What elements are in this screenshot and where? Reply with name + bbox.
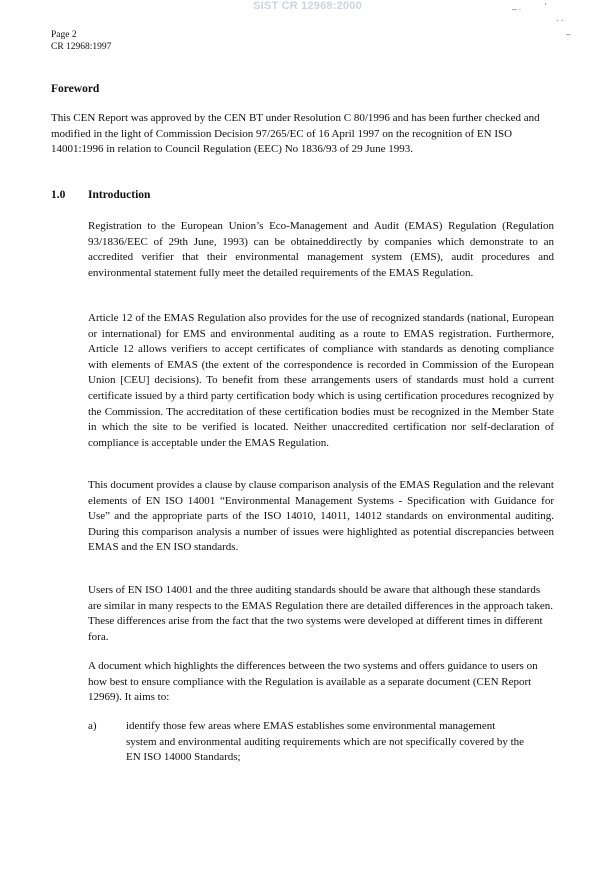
list-item-text: identify those few areas where EMAS establishes some environmental management system and environmental auditing requirements which are not specifically covered by the EN ISO 14000 Standards; xyxy=(126,720,525,764)
list-item xyxy=(88,719,554,766)
intro-paragraph-3: This document provides a clause by clause comparison analysis of the EMAS Regulation and the relevant elements of EN ISO 14001 “Environmental Management Systems - Specification with Guidance for Use” and the appropriate parts of the ISO 14010, 14011, 14012 standards on environmental auditing. During this comparison analysis a number of issues were highlighted as potential discrepancies between EMAS and the EN ISO standards. xyxy=(88,479,554,554)
document-id: CR 12968:1997 xyxy=(51,42,112,52)
intro-paragraph-4: Users of EN ISO 14001 and the three auditing standards should be aware that although these standards are similar in many respects to the EMAS Regulation there are detailed differences in the approach taken. These differences arise from the fact that the two systems were developed at different times in different fora. xyxy=(88,584,553,643)
watermark: SIST CR 12968:2000 xyxy=(253,0,362,12)
page-header xyxy=(51,29,111,53)
scan-artifact: · · xyxy=(556,16,564,25)
intro-paragraph-2: Article 12 of the EMAS Regulation also provides for the use of recognized standards (national, European or international) for EMS and environmental auditing as a route to EMAS registration. Furthermore, Article 12 allows verifiers to accept certificates of compliance with standards as denoting compliance with elements of EMAS (the extent of the correspondence is recorded in Commission of the European Union [CEU] decisions). To benefit from these arrangements users of standards must hold a current certificate issued by a third party certification body which is using certification procedures recognized by the Commission. The accreditation of these certification bodies must be recognized in the Member State in which the site to be verified is located. Neither unaccredited certification nor self-declaration of compliance is acceptable under the EMAS Regulation. xyxy=(88,312,554,449)
intro-paragraph-1: Registration to the European Union’s Eco-Management and Audit (EMAS) Regulation (Regulation 93/1836/EEC of 29th June, 1993) can be obtaineddirectly by companies which demonstrate to an accredited verifier that their environmental management system (EMS), audit procedures and environmental statement fully meet the detailed requirements of the EMAS Regulation. xyxy=(88,220,554,279)
scan-artifact: – · xyxy=(512,5,522,14)
foreword-heading: Foreword xyxy=(51,83,100,95)
section-number: 1.0 xyxy=(51,189,66,201)
section-title: Introduction xyxy=(88,189,151,201)
scan-artifact: – xyxy=(566,30,571,39)
scan-artifact: ' xyxy=(545,2,547,11)
list-marker: a) xyxy=(88,720,97,732)
page-number: Page 2 xyxy=(51,30,77,40)
intro-paragraph-5: A document which highlights the differences between the two systems and offers guidance to users on how best to ensure compliance with the Regulation is available as a separate document (CEN Report 12969). It aims to: xyxy=(88,660,538,704)
section-heading xyxy=(51,189,150,201)
foreword-paragraph: This CEN Report was approved by the CEN BT under Resolution C 80/1996 and has been further checked and modified in the light of Commission Decision 97/265/EC of 16 April 1997 on the recognition of EN ISO 14001:1996 in relation to Council Regulation (EEC) No 1836/93 of 29 June 1993. xyxy=(51,112,540,156)
